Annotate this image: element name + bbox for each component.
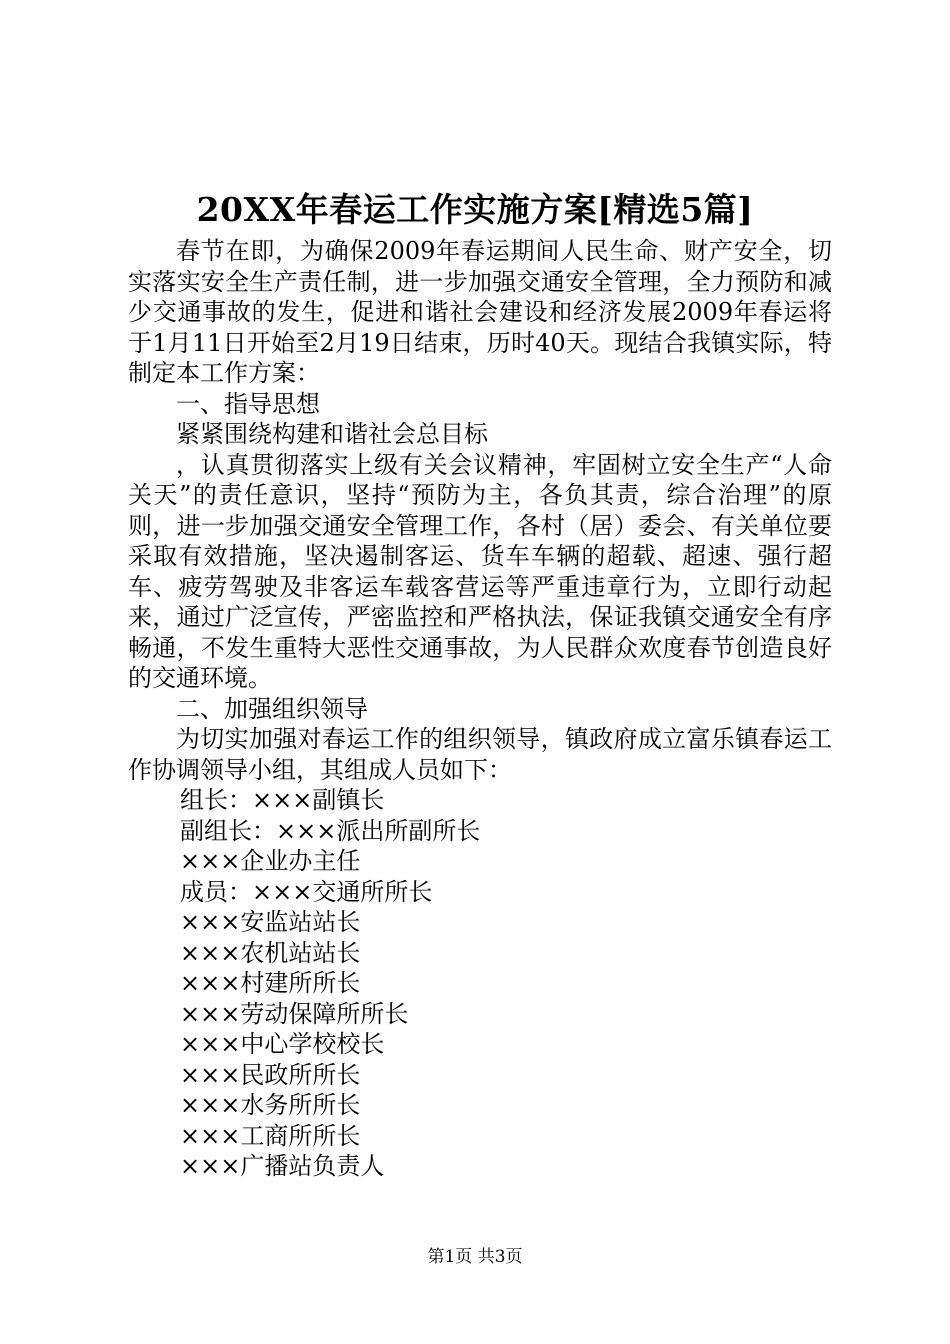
section1-paragraph: ，认真贯彻落实上级有关会议精神，牢固树立安全生产“人命关天”的责任意识，坚持“预防为主，各负其责，综合治理”的原则，进一步加强交通安全管理工作，各村（居）委会、有关单位要采取有效措施，坚决遏制客运、货车车辆的超载、超速、强行超车、疲劳驾驶及非客运车载客营运等严重违章行为，立即行动起来，通过广泛宣传，严密监控和严格执法，保证我镇交通安全有序畅通，不发生重特大恶性交通事故，为人民群众欢度春节创造良好的交通环境。 — [128, 450, 832, 692]
member-line: ×××广播站负责人 — [180, 1152, 385, 1180]
section-heading-2: 二、加强组织领导 — [176, 694, 368, 723]
member-line: ×××安监站站长 — [180, 908, 361, 936]
member-line: ×××农机站站长 — [180, 938, 361, 967]
intro-paragraph: 春节在即，为确保2009年春运期间人民生命、财产安全，切实落实安全生产责任制，进一步加强交通安全管理，全力预防和减少交通事故的发生，促进和谐社会建设和经济发展2009年春运将于1月11日开始至2月19日结束，历时40天。现结合我镇实际，特制定本工作方案： — [128, 237, 832, 387]
section1-line: 紧紧围绕构建和谐社会总目标 — [176, 420, 488, 448]
document-body — [128, 236, 832, 1182]
member-line: 成员：×××交通所所长 — [180, 877, 433, 906]
member-line: ×××水务所所长 — [180, 1091, 361, 1119]
member-line: ×××企业办主任 — [180, 847, 361, 875]
page-indicator: 第1页 共3页 — [427, 1247, 523, 1267]
member-line: 副组长：×××派出所副所长 — [180, 816, 481, 845]
document-title: 20XX年春运工作实施方案[精选5篇] — [196, 190, 754, 229]
member-line: ×××工商所所长 — [180, 1121, 361, 1150]
section2-paragraph: 为切实加强对春运工作的组织领导，镇政府成立富乐镇春运工作协调领导小组，其组成人员如下： — [128, 725, 832, 784]
section-heading-1: 一、指导思想 — [176, 389, 320, 418]
member-line: 组长：×××副镇长 — [180, 786, 385, 814]
member-list — [128, 785, 832, 1182]
member-line: ×××村建所所长 — [180, 969, 361, 997]
member-line: ×××劳动保障所所长 — [180, 999, 409, 1028]
member-line: ×××中心学校校长 — [180, 1030, 385, 1058]
member-line: ×××民政所所长 — [180, 1060, 361, 1089]
